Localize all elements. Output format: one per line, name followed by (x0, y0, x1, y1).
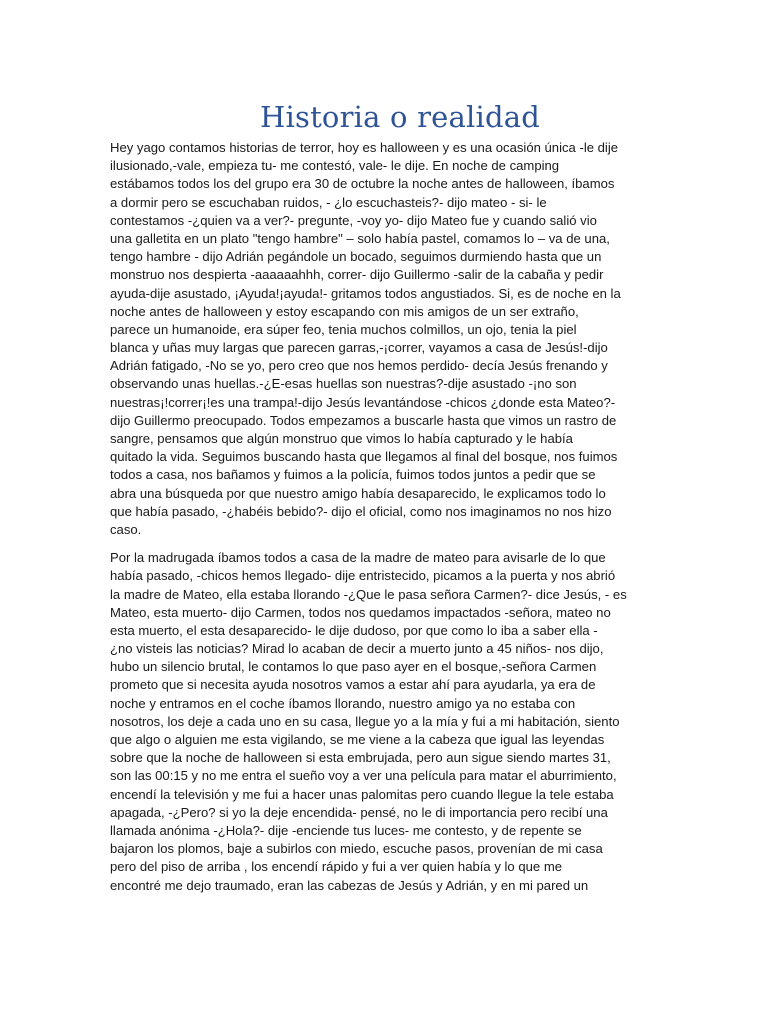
paragraph-gap (110, 539, 658, 549)
document-title: Historia o realidad (260, 100, 540, 134)
text-line: parece un humanoide, era súper feo, tenia muchos colmillos, un ojo, tenia la piel (110, 321, 577, 337)
text-line: todos a casa, nos bañamos y fuimos a la policía, fuimos todos juntos a pedir que se (110, 467, 596, 483)
text-line: que había pasado, -¿habéis bebido?- dijo el oficial, como nos imaginamos no nos hizo (110, 503, 612, 519)
paragraph (110, 549, 658, 895)
text-line: son las 00:15 y no me entra el sueño voy a ver una película para matar el aburrimiento, (110, 768, 617, 784)
text-line: estábamos todos los del grupo era 30 de octubre la noche antes de halloween, íbamos (110, 176, 615, 192)
text-line: noche y entramos en el coche íbamos llorando, nuestro amigo ya no estaba con (110, 695, 576, 711)
text-line: Mateo, esta muerto- dijo Carmen, todos nos quedamos impactados -señora, mateo no (110, 604, 611, 620)
text-line: la madre de Mateo, ella estaba llorando -¿Que le pasa señora Carmen?- dice Jesús, - es (110, 586, 627, 602)
text-line: blanca y uñas muy largas que parecen garras,-¡correr, vayamos a casa de Jesús!-dijo (110, 340, 608, 356)
text-line: nuestras¡!correr¡!es una trampa!-dijo Jesús levantándose -chicos ¿donde esta Mateo?- (110, 394, 616, 410)
text-line: Por la madrugada íbamos todos a casa de la madre de mateo para avisarle de lo que (110, 550, 606, 566)
text-line: llamada anónima -¿Hola?- dije -enciende tus luces- me contesto, y de repente se (110, 822, 582, 838)
text-line: ilusionado,-vale, empieza tu- me contestó, vale- le dije. En noche de camping (110, 158, 560, 174)
text-line: quitado la vida. Seguimos buscando hasta que llegamos al final del bosque, nos fuimos (110, 449, 618, 465)
text-line: caso. (110, 521, 142, 537)
text-line: dijo Guillermo preocupado. Todos empezamos a buscarle hasta que vimos un rastro de (110, 412, 617, 428)
text-line: sangre, pensamos que algún monstruo que vimos lo había capturado y le había (110, 431, 573, 446)
paragraph (110, 139, 658, 539)
text-line: encendí la televisión y me fui a hacer unas palomitas pero cuando llegue la tele estaba (110, 786, 614, 802)
text-line: tengo hambre - dijo Adrián pegándole un bocado, seguimos durmiendo hasta que un (110, 249, 602, 265)
text-line: encontré me dejo traumado, eran las cabezas de Jesús y Adrián, y en mi pared un (110, 877, 589, 893)
text-line: había pasado, -chicos hemos llegado- dije entristecido, picamos a la puerta y nos abrió (110, 568, 616, 584)
text-line: abra una búsqueda por que nuestro amigo había desaparecido, le explicamos todo lo (110, 485, 606, 501)
text-line: ayuda-dije asustado, ¡Ayuda!¡ayuda!- gritamos todos angustiados. Si, es de noche en la (110, 285, 621, 301)
text-line: nosotros, los deje a cada uno en su casa, llegue yo a la mía y fui a mi habitación, siento (110, 713, 620, 729)
text-line: hubo un silencio brutal, le contamos lo que paso ayer en el bosque,-señora Carmen (110, 659, 597, 675)
text-line: noche antes de halloween y estoy escapando con mis amigos de un ser extraño, (110, 303, 579, 319)
text-line: que algo o alguien me esta vigilando, se me viene a la cabeza que igual las leyendas (110, 732, 605, 747)
text-line: contestamos -¿quien va a ver?- pregunte, -voy yo- dijo Mateo fue y cuando salió vio (110, 212, 597, 228)
text-line: pero del piso de arriba , los encendí rápido y fui a ver quien había y lo que me (110, 859, 563, 875)
text-line: Hey yago contamos historias de terror, hoy es halloween y es una ocasión única -le dije (110, 140, 619, 155)
document-body (110, 139, 658, 895)
text-line: Adrián fatigado, -No se yo, pero creo que nos hemos perdido- decía Jesús frenando y (110, 358, 608, 374)
text-line: ¿no visteis las noticias? Mirad lo acaban de decir a muerto junto a 45 niños- nos dijo, (110, 641, 604, 657)
text-line: apagada, -¿Pero? si yo la deje encendida- pensé, no le di importancia pero recibí una (110, 804, 608, 820)
text-line: sobre que la noche de halloween si esta embrujada, pero aun sigue siendo martes 31, (110, 750, 611, 766)
text-line: observando unas huellas.-¿E-esas huellas son nuestras?-dije asustado -¡no son (110, 376, 577, 392)
text-line: esta muerto, el esta desaparecido- le dije dudoso, por que como lo iba a saber ella - (110, 622, 598, 638)
text-line: prometo que si necesita ayuda nosotros vamos a estar ahí para ayudarla, ya era de (110, 677, 596, 693)
text-line: monstruo nos despierta -aaaaaahhh, correr- dijo Guillermo -salir de la cabaña y pedir (110, 267, 604, 283)
text-line: bajaron los plomos, baje a subirlos con miedo, escuche pasos, provenían de mi casa (110, 841, 603, 857)
text-line: una galletita en un plato "tengo hambre" – solo había pastel, comamos lo – va de una, (110, 230, 610, 246)
text-line: a dormir pero se escuchaban ruidos, - ¿lo escuchasteis?- dijo mateo - si- le (110, 194, 547, 210)
